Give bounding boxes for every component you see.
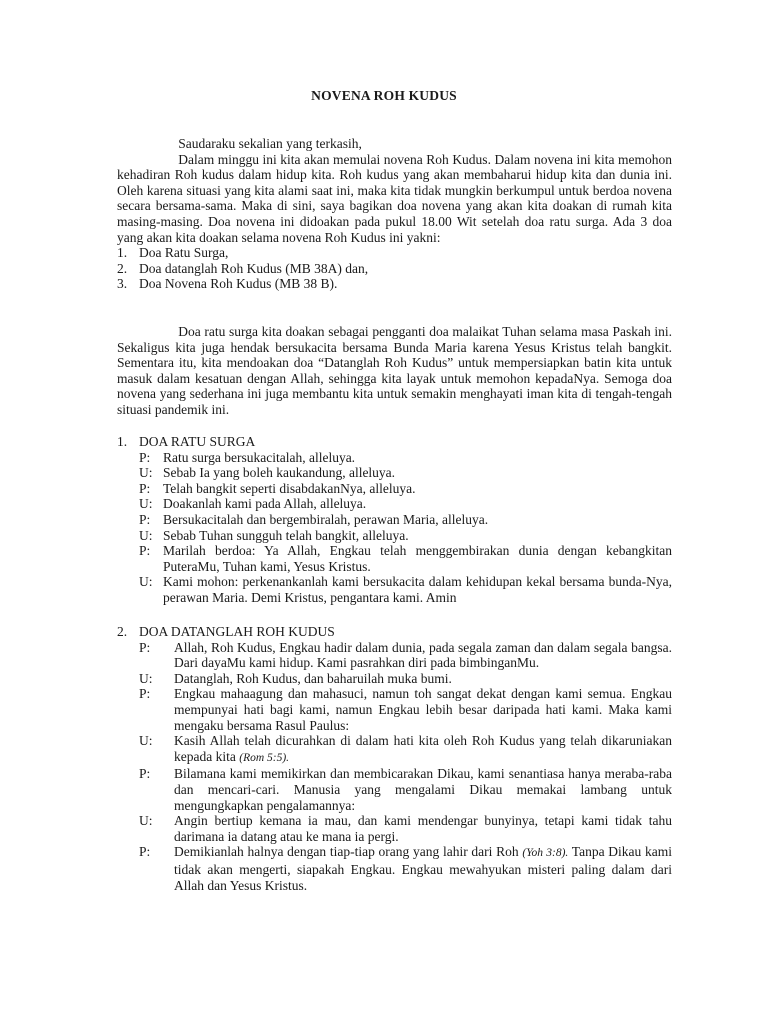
response-line: U: Doakanlah kami pada Allah, alleluya. [139,496,367,512]
response-line: U: Sebab Ia yang boleh kaukandung, alleluya. [139,465,396,481]
response-line: U: Sebab Tuhan sungguh telah bangkit, alleluya. [139,527,409,543]
response-line: P: Telah bangkit seperti disabdakanNya, alleluya. [139,480,416,496]
intro-block [117,136,672,292]
list-item: 2. Doa datanglah Roh Kudus (MB 38A) dan, [117,260,369,276]
section-heading: 1. DOA RATU SURGA [117,434,256,449]
response-line: U: Datanglah, Roh Kudus, dan baharuilah muka bumi. [139,670,452,686]
response-line: P: Bersukacitalah dan bergembiralah, perawan Maria, alleluya. [139,511,489,527]
response-line: U: Angin bertiup kemana ia mau, dan kami mendengar bunyinya, tetapi kami tidak tahu darimana ia datang atau ke mana ia pergi. [139,813,672,844]
response-line: P: Demikianlah halnya dengan tiap-tiap orang yang lahir dari Roh (Yoh 3:8). Tanpa Dikau kami tidak akan mengerti, siapakah Engkau. Engkau mewahyukan misteri paling dalam dari Allah dan Yesus Kristus. [139,844,673,893]
response-line: U: Kasih Allah telah dicurahkan di dalam hati kita oleh Roh Kudus yang telah dikaruniakan kepada kita (Rom 5:5). [139,733,672,764]
scripture-reference: (Rom 5:5). [239,751,290,764]
section-doa-ratu-surga [117,434,672,606]
response-line: P: Allah, Roh Kudus, Engkau hadir dalam dunia, pada segala zaman dan dalam segala bangsa. Dari dayaMu kami hidup. Kami pasrahkan diri pada bimbinganMu. [139,639,672,671]
prayer-list [117,245,672,292]
list-item: 1. Doa Ratu Surga, [117,245,229,261]
list-item: 3. Doa Novena Roh Kudus (MB 38 B). [117,276,338,292]
response-line: P: Engkau mahaagung dan mahasuci, namun toh sangat dekat dengan kami semua. Engkau mempunyai hati bagi kami, namun Engkau lebih besar daripada hati kami. Maka kami mengaku bersama Rasul Paulus: [139,686,672,733]
response-line: P: Bilamana kami memikirkan dan membicarakan Dikau, kami senantiasa hanya meraba-raba dan mencari-cari. Manusia yang mengalami Dikau memakai lambang untuk mengungkapkan pengalamannya: [139,766,672,813]
response-line: P: Ratu surga bersukacitalah, alleluya. [139,449,356,465]
document-title: NOVENA ROH KUDUS [311,88,457,103]
response-line: P: Marilah berdoa: Ya Allah, Engkau telah menggembirakan dunia dengan kebangkitan PuteraMu, Tuhan kami, Yesus Kristus. [139,543,672,574]
response-line: U: Kami mohon: perkenankanlah kami bersukacita dalam kehidupan kekal bersama bunda-Nya, perawan Maria. Demi Kristus, pengantara kami. Amin [139,574,672,605]
second-paragraph: Doa ratu surga kita doakan sebagai pengganti doa malaikat Tuhan selama masa Paskah ini. Sekaligus kita juga hendak bersukacita bersama Bunda Maria karena Yesus Kristus telah bangkit. Sementara itu, kita mendoakan doa “Datanglah Roh Kudus” untuk mempersiapkan batin kita untuk masuk dalam kesatuan dengan Allah, sehingga kita layak untuk memohon kepadaNya. Semoga doa novena yang sederhana ini juga membantu kita untuk semakin menghayati iman kita di tengah-tengah situasi pandemik ini. [117,324,672,417]
section-heading: 2. DOA DATANGLAH ROH KUDUS [117,624,335,639]
greeting: Saudaraku sekalian yang terkasih, [178,136,362,151]
scripture-reference: (Yoh 3:8). [522,847,569,860]
section-doa-datanglah-roh-kudus [117,624,672,893]
intro-paragraph: Dalam minggu ini kita akan memulai novena Roh Kudus. Dalam novena ini kita memohon kehadiran Roh kudus dalam hidup kita. Roh kudus yang akan membaharui hidup kita dan dunia ini. Oleh karena situasi yang kita alami saat ini, maka kita tidak mungkin berkumpul untuk berdoa novena secara bersama-sama. Maka di sini, saya bagikan doa novena yang akan kita doakan di rumah kita masing-masing. Doa novena ini didoakan pada pukul 18.00 Wit setelah doa ratu surga. Ada 3 doa yang akan kita doakan selama novena Roh Kudus ini yakni: [117,151,672,245]
